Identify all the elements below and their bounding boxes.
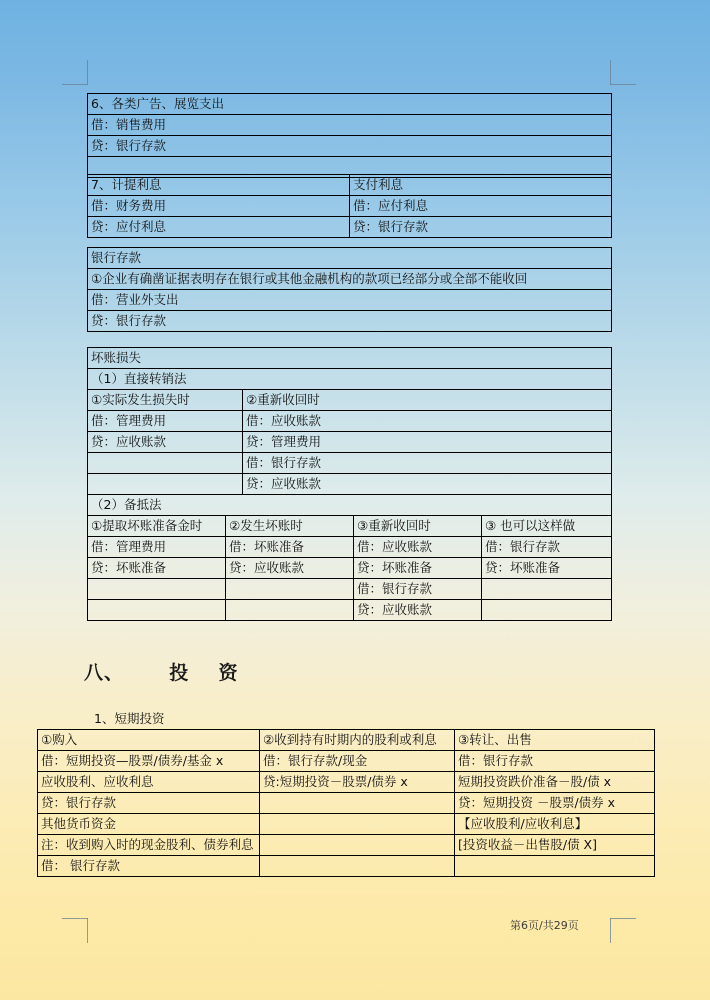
cell-ads-title: 6、各类广告、展览支出 <box>88 94 612 115</box>
cell-interest-accrue-title: 7、计提利息 <box>88 175 350 196</box>
cell-allowance-header-1: ①提取坏账准备金时 <box>88 516 226 537</box>
cell-sti-r2c1: 应收股利、应收利息 <box>38 772 260 793</box>
cell-bank-deposit-credit: 贷：银行存款 <box>88 311 612 332</box>
table-row <box>88 558 612 579</box>
table-row <box>88 115 612 136</box>
table-row <box>88 348 612 369</box>
cell-bad-debt-header-1: ①实际发生损失时 <box>88 390 243 411</box>
cell-bank-deposit-debit: 借：营业外支出 <box>88 290 612 311</box>
table-row <box>88 516 612 537</box>
cell-allowance-header-4: ③ 也可以这样做 <box>482 516 612 537</box>
table-row <box>38 730 655 751</box>
crop-mark-bottom-right <box>610 917 636 943</box>
crop-mark-bottom-left <box>62 917 88 943</box>
section-heading-word-1: 投 <box>169 662 190 684</box>
cell-bank-deposit-title: 银行存款 <box>88 248 612 269</box>
table-row <box>88 474 612 495</box>
cell-sti-header-2: ②收到持有时期内的股利或利息 <box>260 730 455 751</box>
table-row <box>88 311 612 332</box>
table-row <box>88 537 612 558</box>
cell-bank-deposit-note: ①企业有确凿证据表明存在银行或其他金融机构的款项已经部分或全部不能收回 <box>88 269 612 290</box>
cell-sti-r4c3: 【应收股利/应收利息】 <box>455 814 655 835</box>
table-row <box>88 248 612 269</box>
table-row <box>88 579 612 600</box>
cell-allowance-r4c4 <box>482 600 612 621</box>
cell-sti-r3c1: 贷：银行存款 <box>38 793 260 814</box>
cell-allowance-r4c1 <box>88 600 226 621</box>
cell-allowance-r4c2 <box>226 600 354 621</box>
cell-ads-debit: 借：销售费用 <box>88 115 612 136</box>
table-row <box>88 94 612 115</box>
cell-sti-header-1: ①购入 <box>38 730 260 751</box>
cell-bad-debt-r2c1: 贷：应收账款 <box>88 432 243 453</box>
crop-mark-top-left <box>62 60 88 86</box>
table-short-term-investment <box>37 729 655 877</box>
cell-sti-r2c3: 短期投资跌价准备－股/债 x <box>455 772 655 793</box>
cell-ads-credit: 贷：银行存款 <box>88 136 612 157</box>
table-row <box>38 856 655 877</box>
cell-sti-r5c1: 注：收到购入时的现金股利、债券利息 <box>38 835 260 856</box>
cell-interest-pay-title: 支付利息 <box>350 175 612 196</box>
table-row <box>88 432 612 453</box>
table-row <box>88 175 612 196</box>
cell-sti-r1c3: 借：银行存款 <box>455 751 655 772</box>
cell-allowance-r2c3: 贷：坏账准备 <box>354 558 482 579</box>
table-row <box>38 814 655 835</box>
cell-bad-debt-title: 坏账损失 <box>88 348 612 369</box>
cell-allowance-r3c1 <box>88 579 226 600</box>
cell-allowance-header-3: ③重新收回时 <box>354 516 482 537</box>
cell-sti-r4c2 <box>260 814 455 835</box>
table-row <box>38 793 655 814</box>
section-heading-word-2: 资 <box>218 662 239 684</box>
cell-sti-r4c1: 其他货币资金 <box>38 814 260 835</box>
cell-sti-r6c3 <box>455 856 655 877</box>
cell-allowance-r2c2: 贷：应收账款 <box>226 558 354 579</box>
cell-allowance-r3c3: 借：银行存款 <box>354 579 482 600</box>
subsection-label: 1、短期投资 <box>94 711 165 726</box>
cell-sti-r1c1: 借：短期投资—股票/债券/基金 x <box>38 751 260 772</box>
cell-sti-r2c2: 贷:短期投资－股票/债券 x <box>260 772 455 793</box>
cell-bad-debt-r1c1: 借：管理费用 <box>88 411 243 432</box>
table-row <box>88 453 612 474</box>
cell-bad-debt-r1c2: 借：应收账款 <box>243 411 612 432</box>
cell-bad-debt-r2c2: 贷：管理费用 <box>243 432 612 453</box>
table-row <box>38 772 655 793</box>
table-bank-deposit <box>87 247 612 332</box>
table-row <box>88 390 612 411</box>
cell-allowance-r2c1: 贷：坏账准备 <box>88 558 226 579</box>
cell-allowance-r1c4: 借：银行存款 <box>482 537 612 558</box>
table-bad-debt-allowance <box>87 494 612 621</box>
page-footer: 第6页/共29页 <box>510 919 579 932</box>
cell-sti-r1c2: 借：银行存款/现金 <box>260 751 455 772</box>
cell-bad-debt-subtitle: （1）直接转销法 <box>88 369 612 390</box>
table-row <box>88 136 612 157</box>
cell-allowance-r1c1: 借：管理费用 <box>88 537 226 558</box>
cell-bad-debt-header-2: ②重新收回时 <box>243 390 612 411</box>
cell-sti-r6c1: 借： 银行存款 <box>38 856 260 877</box>
cell-allowance-subtitle: （2）备抵法 <box>88 495 612 516</box>
cell-bad-debt-r3c2: 借：银行存款 <box>243 453 612 474</box>
cell-sti-r3c3: 贷：短期投资 －股票/债券 x <box>455 793 655 814</box>
table-advertising-expenditure <box>87 93 612 178</box>
section-heading-number: 八、 <box>84 662 125 684</box>
cell-interest-pay-credit: 贷：银行存款 <box>350 217 612 238</box>
crop-mark-top-right <box>610 60 636 86</box>
cell-bad-debt-r4c2: 贷：应收账款 <box>243 474 612 495</box>
cell-bad-debt-r3c1 <box>88 453 243 474</box>
cell-allowance-r1c3: 借：应收账款 <box>354 537 482 558</box>
cell-allowance-r1c2: 借：坏账准备 <box>226 537 354 558</box>
cell-interest-accrue-debit: 借：财务费用 <box>88 196 350 217</box>
table-row <box>88 495 612 516</box>
cell-sti-r5c2 <box>260 835 455 856</box>
cell-allowance-header-2: ②发生坏账时 <box>226 516 354 537</box>
table-row <box>38 751 655 772</box>
cell-allowance-r4c3: 贷：应收账款 <box>354 600 482 621</box>
cell-sti-r6c2 <box>260 856 455 877</box>
table-interest <box>87 174 612 238</box>
table-row <box>38 835 655 856</box>
table-row <box>88 269 612 290</box>
table-row <box>88 196 612 217</box>
table-row <box>88 217 612 238</box>
cell-sti-r5c3: [投资收益－出售股/债 X] <box>455 835 655 856</box>
cell-interest-accrue-credit: 贷：应付利息 <box>88 217 350 238</box>
table-row <box>88 290 612 311</box>
table-bad-debt-direct <box>87 347 612 495</box>
table-row <box>88 369 612 390</box>
cell-bad-debt-r4c1 <box>88 474 243 495</box>
cell-sti-r3c2 <box>260 793 455 814</box>
table-row <box>88 411 612 432</box>
cell-allowance-r3c2 <box>226 579 354 600</box>
table-row <box>88 600 612 621</box>
cell-sti-header-3: ③转让、出售 <box>455 730 655 751</box>
cell-allowance-r3c4 <box>482 579 612 600</box>
cell-allowance-r2c4: 贷：坏账准备 <box>482 558 612 579</box>
cell-interest-pay-debit: 借：应付利息 <box>350 196 612 217</box>
section-heading <box>84 658 239 685</box>
